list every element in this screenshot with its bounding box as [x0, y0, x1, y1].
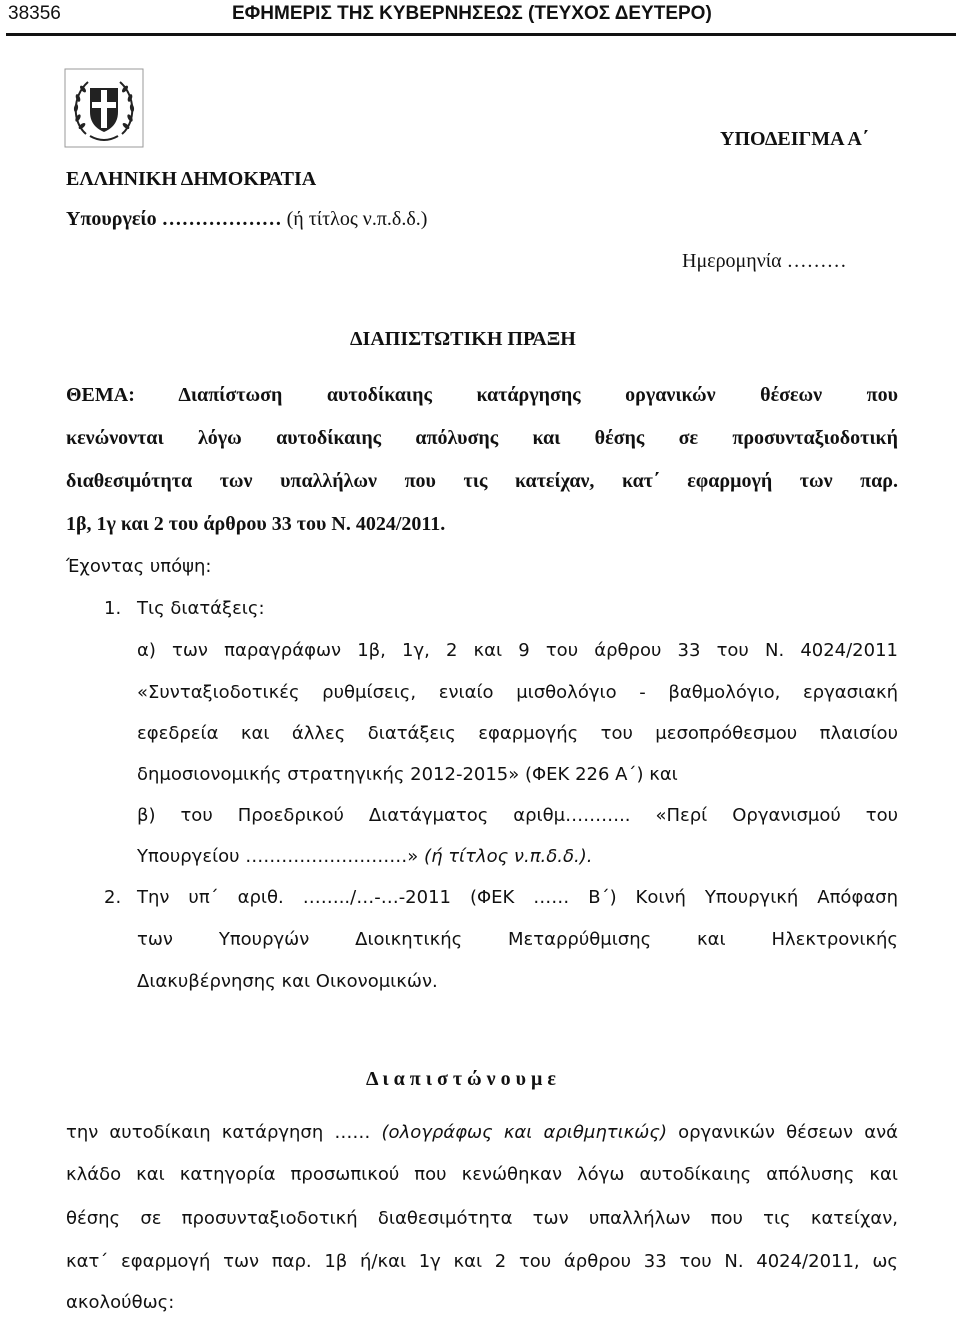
final-line-3: θέσης σε προσυνταξιοδοτική διαθεσιμότητα των υπαλλήλων που τις κατείχαν, [66, 1208, 898, 1229]
item1b-ministry: Υπουργείου ………………………» [137, 846, 425, 867]
subject-line-1: ΘΕΜΑ: Διαπίστωση αυτοδίκαιης κατάργησης οργανικών θέσεων που [66, 384, 898, 406]
item1-title: Τις διατάξεις: [137, 598, 265, 619]
ministry-prefix: Υπουργείο ……………… [66, 208, 282, 230]
final-line-2: κλάδο και κατηγορία προσωπικού που κενώθηκαν λόγω αυτοδίκαιης απόλυσης και [66, 1164, 898, 1185]
item1b-line-2 [137, 846, 592, 867]
item1-number: 1. [104, 598, 122, 619]
subject-line-4: 1β, 1γ και 2 του άρθρου 33 του Ν. 4024/2011. [66, 513, 446, 535]
item2-line-3: Διακυβέρνησης και Οικονομικών. [137, 971, 438, 992]
item1a-line-3: εφεδρεία και άλλες διατάξεις εφαρμογής του μεσοπρόθεσμου πλαισίου [137, 723, 898, 744]
item2-number: 2. [104, 887, 122, 908]
page-number: 38356 [8, 3, 61, 24]
date-line: Ημερομηνία ……… [682, 250, 847, 272]
ministry-line [66, 208, 427, 231]
subject-line-3: διαθεσιμότητα των υπαλλήλων που τις κατείχαν, κατ΄ εφαρμογή των παρ. [66, 470, 898, 492]
sample-label: ΥΠΟΔΕΙΓΜΑ Α΄ [720, 128, 869, 150]
item1b-line-1: β) του Προεδρικού Διατάγματος αριθμ……….. «Περί Οργανισμού του [137, 805, 898, 826]
final-line-1 [66, 1122, 898, 1143]
item2-line-2: των Υπουργών Διοικητικής Μεταρρύθμισης και Ηλεκτρονικής [137, 929, 898, 950]
considering-heading: Έχοντας υπόψη: [66, 556, 212, 577]
item1a-line-2: «Συνταξιοδοτικές ρυθμίσεις, ενιαίο μισθολόγιο - βαθμολόγιο, εργασιακή [137, 682, 898, 703]
republic-name: ΕΛΛΗΝΙΚΗ ΔΗΜΟΚΡΑΤΙΑ [66, 168, 317, 190]
final-line-4: κατ΄ εφαρμογή των παρ. 1β ή/και 1γ και 2 του άρθρου 33 του Ν. 4024/2011, ως [66, 1251, 898, 1272]
final-line-1-end: οργανικών θέσεων ανά [666, 1122, 898, 1143]
final-line-5: ακολούθως: [66, 1292, 175, 1313]
final-line-1-note: (ολογράφως και αριθμητικώς) [381, 1122, 667, 1143]
greek-emblem-icon [64, 68, 144, 148]
item2-line-1: Την υπ΄ αριθ. ……../…-…-2011 (ΦΕΚ …… Β΄) Κοινή Υπουργική Απόφαση [137, 887, 898, 908]
subject-line-2: κενώνονται λόγω αυτοδίκαιης απόλυσης και θέσης σε προσυνταξιοδοτική [66, 427, 898, 449]
header-rule [6, 33, 956, 36]
item1a-line-1: α) των παραγράφων 1β, 1γ, 2 και 9 του άρθρου 33 του Ν. 4024/2011 [137, 640, 898, 661]
ministry-suffix: (ή τίτλος ν.π.δ.δ.) [281, 208, 428, 230]
final-line-1-start: την αυτοδίκαιη κατάργηση …… [66, 1122, 382, 1143]
item1b-note: (ή τίτλος ν.π.δ.δ.). [424, 846, 593, 867]
item1a-line-4: δημοσιονομικής στρατηγικής 2012-2015» (ΦΕΚ 226 Α΄) και [137, 764, 678, 785]
act-title: ΔΙΑΠΙΣΤΩΤΙΚΗ ΠΡΑΞΗ [350, 328, 576, 350]
gazette-title: ΕΦΗΜΕΡΙΣ ΤΗΣ ΚΥΒΕΡΝΗΣΕΩΣ (ΤΕΥΧΟΣ ΔΕΥΤΕΡΟ) [232, 3, 712, 24]
ascertain-heading: Δ ι α π ι σ τ ώ ν ο υ μ ε [366, 1068, 556, 1090]
